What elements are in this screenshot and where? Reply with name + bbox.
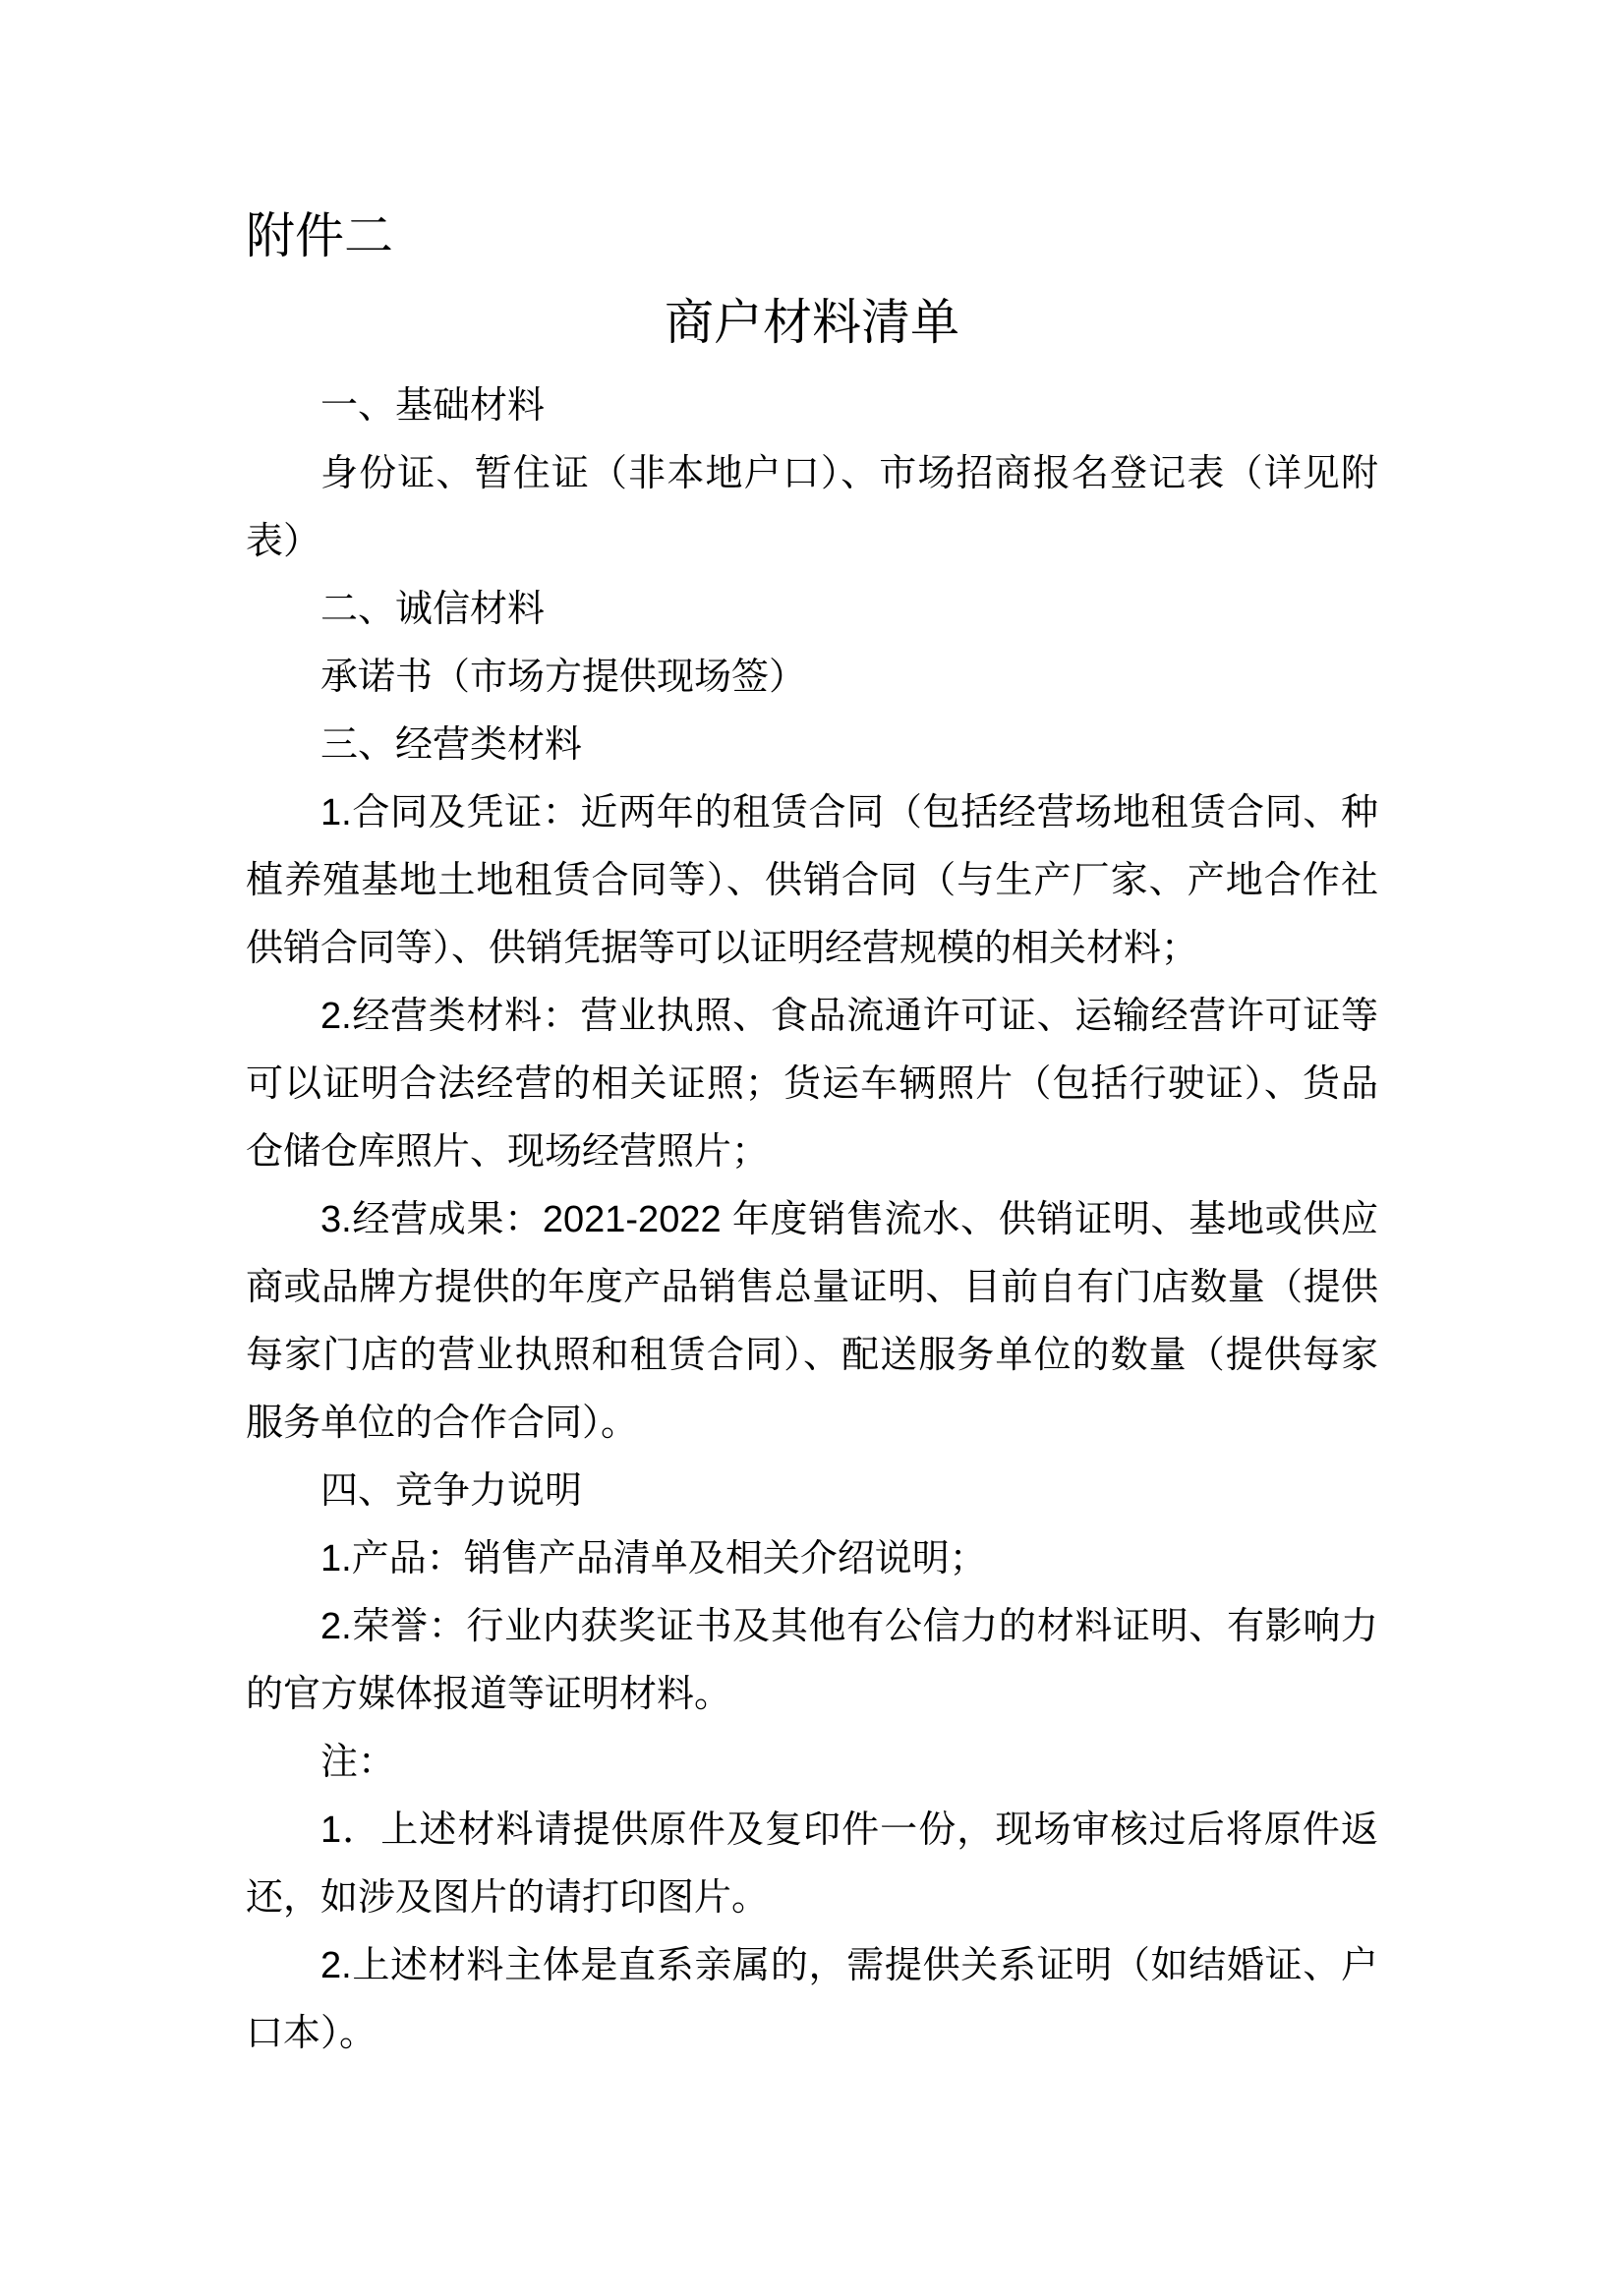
doc-line: 仓储仓库照片、现场经营照片； (246, 1131, 770, 1173)
doc-line: 3.经营成果：2021-2022 年度销售流水、供销证明、基地或供应 (320, 1199, 1378, 1240)
doc-line: 口本）。 (246, 2013, 377, 2054)
page-title: 商户材料清单 (665, 295, 959, 350)
doc-line: 1．上述材料请提供原件及复印件一份，现场审核过后将原件返 (320, 1809, 1378, 1851)
doc-line: 还，如涉及图片的请打印图片。 (246, 1877, 770, 1919)
doc-line: 2.经营类材料：营业执照、食品流通许可证、运输经营许可证等 (320, 996, 1378, 1037)
doc-line: 1.产品：销售产品清单及相关介绍说明； (320, 1538, 987, 1579)
attachment-label: 附件二 (246, 208, 393, 263)
doc-line: 1.合同及凭证：近两年的租赁合同（包括经营场地租赁合同、种 (320, 792, 1378, 833)
doc-line: 表） (246, 521, 321, 562)
doc-line: 可以证明合法经营的相关证照；货运车辆照片（包括行驶证）、货品 (246, 1063, 1378, 1105)
doc-line: 三、经营类材料 (320, 724, 583, 766)
doc-line: 2.上述材料主体是直系亲属的，需提供关系证明（如结婚证、户 (320, 1945, 1378, 1986)
doc-line: 承诺书（市场方提供现场签） (320, 657, 807, 698)
doc-line: 一、基础材料 (320, 385, 546, 427)
doc-line: 的官方媒体报道等证明材料。 (246, 1674, 732, 1715)
doc-line: 服务单位的合作合同）。 (246, 1403, 639, 1444)
doc-line: 二、诚信材料 (320, 589, 546, 630)
doc-line: 2.荣誉：行业内获奖证书及其他有公信力的材料证明、有影响力 (320, 1606, 1378, 1647)
doc-line: 植养殖基地土地租赁合同等）、供销合同（与生产厂家、产地合作社 (246, 860, 1378, 901)
doc-line: 每家门店的营业执照和租赁合同）、配送服务单位的数量（提供每家 (246, 1335, 1378, 1376)
doc-line: 注： (320, 1742, 396, 1783)
doc-line: 身份证、暂住证（非本地户口）、市场招商报名登记表（详见附 (320, 453, 1378, 494)
doc-line: 商或品牌方提供的年度产品销售总量证明、目前自有门店数量（提供 (246, 1267, 1378, 1308)
doc-line: 供销合同等）、供销凭据等可以证明经营规模的相关材料； (246, 928, 1199, 969)
doc-line: 四、竞争力说明 (320, 1470, 583, 1512)
